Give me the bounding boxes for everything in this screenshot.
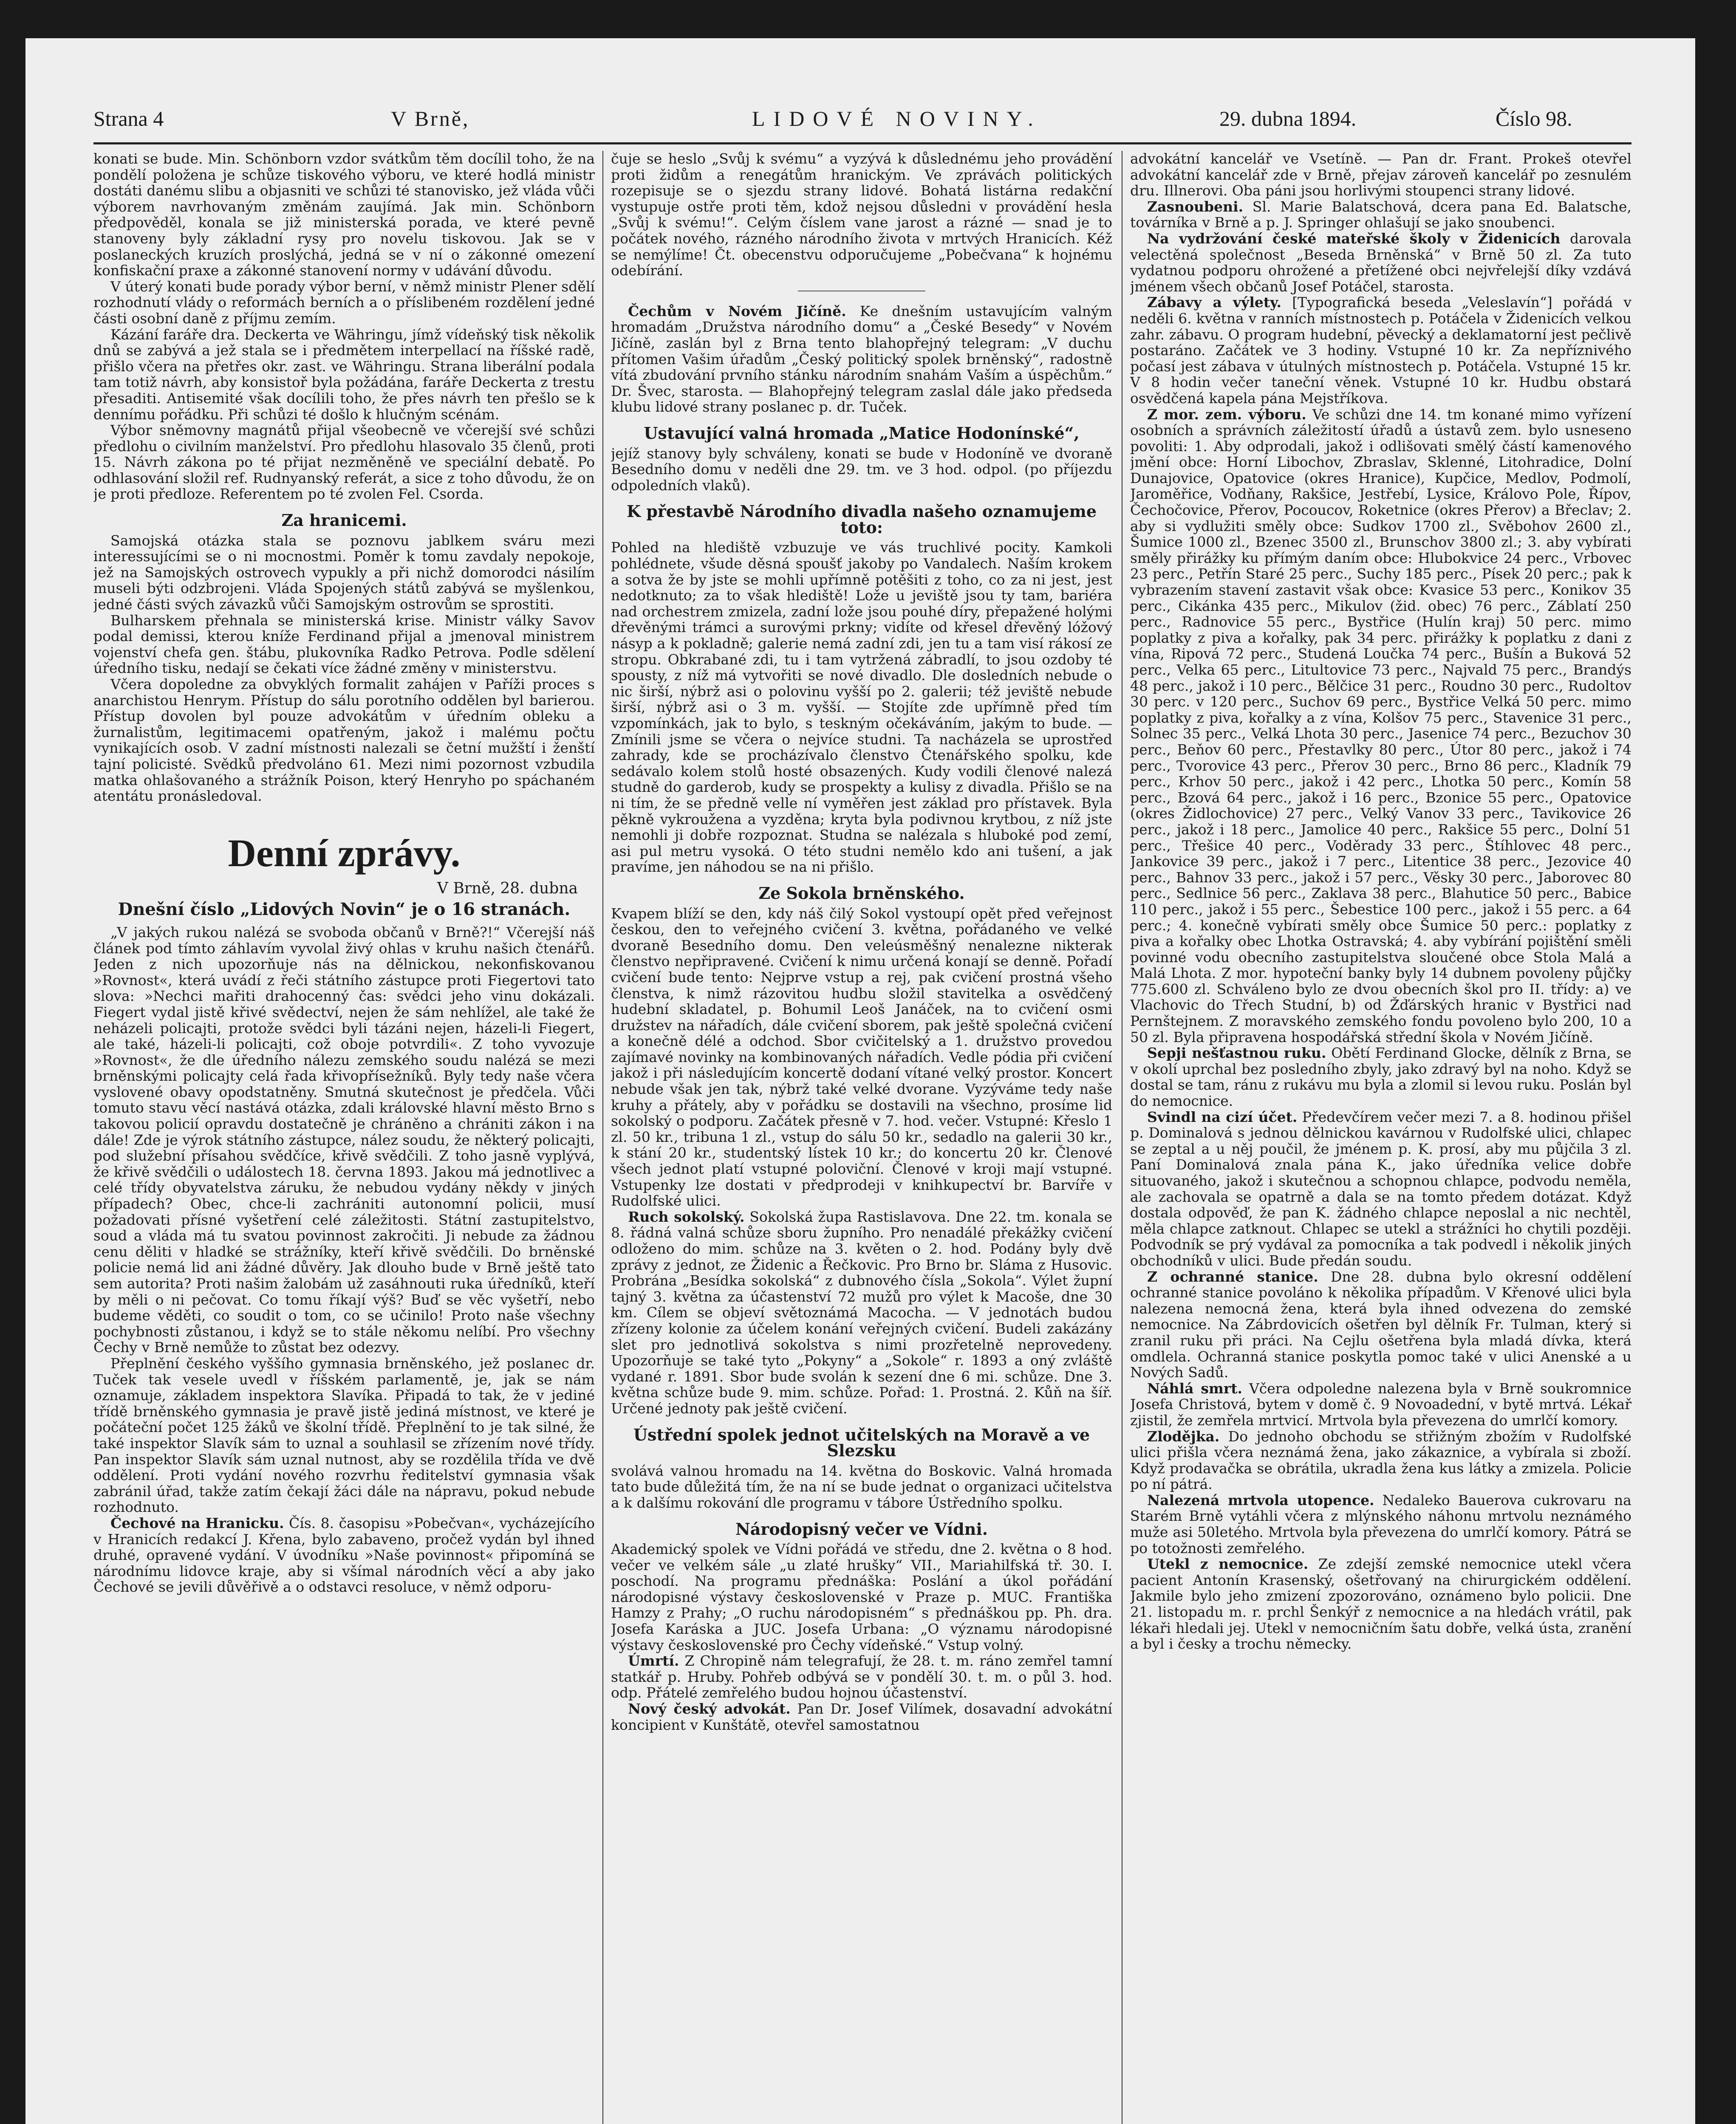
- article-paragraph: jejíž stanovy byly schváleny, konati se bude v Hodoníně ve dvoraně Besedního domu v neděli dne 29. tm. ve 3 hod. odpol. (po příjezdu odpoledních vlaků).: [611, 445, 1112, 494]
- article-headline: K přestavbě Národního divadla našeho oznamujeme toto:: [626, 502, 1097, 537]
- article-paragraph: Ke dnešním ustavujícím valným hromadám „Družstva národního domu“ a „České Besedy“ v Novém Jičíně, zaslán byl z Brna tento blahopřejný telegram: „V duchu přítomen Vašim úřadům „Český politický spolek brněnský“, radostně vítá zbudování prvního stánku národním snahám Vaším a úspěchům.“ Dr. Švec, starosta. — Blahopřejný telegram zaslal dále jako předseda klubu lidové strany poslanec p. dr. Tuček.: [611, 302, 1112, 415]
- article-paragraph: čuje se heslo „Svůj k svému“ a vyzývá k důslednému jeho provádění proti židům a renegátům hranickým. Ve zprávách politických rozepisuje se o sjezdu strany lidové. Bohatá listárna redakční vystupuje ostře proti těm, kdož nejsou důsledni v provádění hesla „Svůj k svému!“. Celým číslem vane jarost a rázné — snad je to počátek nového, rázného národního života v mrtvých Hranicích. Kéž se nemýlíme! Čt. obecenstvu odporučujeme „Pobečvana“ k hojnému odebírání.: [611, 151, 1112, 279]
- section-heading-daily-news: Denní zprávy.: [228, 831, 461, 875]
- article-paragraph: Pan Dr. Josef Vilímek, dosavadní advokátní koncipient v Kunštátě, otevřel samostatnou: [611, 1700, 1112, 1733]
- article-headline: Nalezená mrtvola utopence.: [1147, 1491, 1374, 1508]
- article-paragraph: Ze zdejší zemské nemocnice utekl včera pacient Antonín Krasenský, ošetřovaný na chirurgickém oddělení. Jakmile bylo jeho zmizení zpozorováno, oznámeno bylo policii. Dne 21. listopadu m. r. prchl Šenkýř z nemocnice a na hledách vrátil, pak lékaři hledali jej. Utekl v nemocničním šatu dobře, velká ústa, zranění a byl i česky a trochu německy.: [1130, 1556, 1631, 1652]
- article-headline: Utekl z nemocnice.: [1147, 1556, 1309, 1573]
- article-headline: Svindl na cizí účet.: [1147, 1108, 1298, 1125]
- article-paragraph: Sl. Marie Balatschová, dcera pana Ed. Balatsche, továrníka v Brně a p. J. Springer ohlašují se jako snoubenci.: [1130, 198, 1631, 231]
- article-paragraph: konati se bude. Min. Schönborn vzdor svátkům těm docílil toho, že na pondělí položena je schůze tiskového výboru, ve které hodlá ministr dostáti danému slibu a objasniti ve schůzi té stanovisko, jež vláda vůči výborem navrhovaným změnám zaujímá. Jak min. Schönborn předpověděl, konala se již ministerská porada, ve které pevně stanoveny byly základní rysy pro novelu tiskovou. Jak se v poslaneckých kruzích proslýchá, jedná se v ní o zákonné omezení konfiskační praxe a zákonné stanovení normy v udávání důvodu.: [93, 151, 595, 279]
- article-paragraph: advokátní kancelář ve Vsetíně. — Pan dr. Frant. Prokeš otevřel advokátní kancelář zde v Brně, přejav zároveň kancelář po zesnulém dru. Illnerovi. Oba páni jsou horlivými stoupenci strany lidové.: [1130, 151, 1631, 199]
- article-paragraph: Pohled na hlediště vzbuzuje ve vás truchlivé pocity. Kamkoli pohlédnete, všude děsná spoušť jakoby po Vandalech. Naším krokem a sotva že by jste se mohli upřímně potěšiti z toho, co za ni jest, jest nedotknuto; za to však hlediště! Lože u jeviště jsou ty tam, bariéra nad orchestrem zmizela, zadní lože jsou pouhé díry, přepažené holými dřevěnými trámci a surovými prkny; vidíte od křesel dřevěný lóžový násyp a k pokladně; galerie nemá zadní zdi, jen tu a tam visí rákosí ze stropu. Obkrabané zdi, tu i tam vytržená zábradlí, to jsou ozdoby té spousty, z níž má vytvořiti se nové divadlo. Dle dosledních nebude o nic širší, nýbrž asi o polovinu vyšší po 2. galerii; též jeviště nebude širší, nýbrž asi o 3 m. vyšší. — Stojíte zde upřímně před tím vzpomínkách, jak to bylo, s teskným očekáváním, jakým to bude. — Zmínili jsme se včera o nejvíce studni. Ta nacházela se uprostřed zahrady, kde se procházívalo členstvo Čtenářského spolku, kde sedávalo kolem stolů hosté obsazených. Kudy vodili členové nalezá studně do garderob, kudy se prospekty a kulisy z divadla. Přišlo se na ni tím, že se předně velle ní vyměřen jest základ pro přístavek. Byla pěkně vykroužena a vyzděna; kryta byla podivnou krytbou, z níž jste nemohli ji dobře rozpoznat. Studna se nalézala s hluboké pod zemí, asi pul metru vysoká. O této studni nemělo kdo ani tušení, a jak pravíme, jen náhodou se na ni přišlo.: [611, 539, 1112, 876]
- article-paragraph: Včera dopoledne za obvyklých formalit zahájen v Paříži proces s anarchistou Henrym. Přístup do sálu porotního oddělen byl barierou. Přístup dovolen byl pouze advokátům v úředním obleku a žurnalistům, legitimacemi opatřeným, jakož i malému počtu vynikajících osob. V zadní místnosti nalezali se četní mužští i ženští tajní policisté. Svědků předvoláno 61. Mezi nimi pozornost vzbudila matka ohlašovaného a strážník Poison, který Henryho po spáchaném atentátu pronásledoval.: [93, 676, 595, 805]
- article-headline: Zasnoubeni.: [1147, 198, 1244, 215]
- article-paragraph: Do jednoho obchodu se střižným zbožím v Rudolfské ulici přišla včera neznámá žena, jako zákaznice, a vybírala si zboží. Když prodavačka se obrátila, ukradla žena kus látky a zmizela. Policie po ní pátrá.: [1130, 1428, 1631, 1493]
- article-headline: Ustavující valná hromada „Matice Hodonínské“,: [644, 423, 1080, 443]
- article-paragraph: Akademický spolek ve Vídni pořádá ve středu, dne 2. května o 8 hod. večer ve velkém sále „u zlaté hrušky“ VII., Mariahilfská tř. 30. I. poschodí. Na programu přednáška: Poslání a úkol pořádání národopisné výstavy československé v Praze p. MUC. Františka Hamzy z Prahy; „O ruchu národopisném“ s přednáškou pp. Ph. dra. Josefa Karáska a JUC. Josefa Urbana: „O významu národopisné výstavy československé pro Čechy vídeňské.“ Vstup volný.: [611, 1541, 1112, 1653]
- article-headline: Ruch sokolský.: [628, 1208, 745, 1225]
- article-headline: Náhlá smrt.: [1147, 1380, 1243, 1397]
- article-headline: Na vydržování české mateřské školy v Židenicích: [1147, 230, 1561, 247]
- article-paragraph: Kvapem blíží se den, kdy náš čilý Sokol vystoupí opět před veřejnost českou, den to veřejného cvičení 3. května, pořádaného ve velké dvoraně Besedního domu. Den veleúsměšný nenalezne nikterak členstvo nepřipravené. Cvičení k nimu určená konají se denně. Pořadí cvičení bude tento: Nejprve vstup a rej, pak cvičení prostná všeho členstva, k nimž rázovitou hudbu složil stavitelka a osvědčený hudební skladatel, p. Bohumil Leoš Janáček, na to cvičení osmi družstev na nářadích, dále cvičení sborem, pak ještě společná cvičení a konečně délé a odchod. Sbor cvičitelský a 1. družstvo provedou zajímavé novinky na kombinovaných nářadích. Vedle pódia při cvičení jakož i při následujícím koncertě dodaní vítané velký prostor. Koncert nebude však jen tak, nýbrž také velké dvorane. Vyzýváme tedy naše kruhy a přátely, aby v pořádku se dostavili na všechno, prosíme lid sokolský o podporu. Začátek přesně v 7. hod. večer. Vstupné: Křeslo 1 zl. 50 kr., tribuna 1 zl., vstup do sálu 50 kr., sedadlo na galerii 30 kr., k stání 20 kr., studentský lístek 10 kr.; do koncertu 20 kr. Členové všech jednot platí vstupné poloviční. Členové v kroji mají vstupné. Vstupenky lze dostati v předprodeji v knihkupectví br. Barvíře v Rudolfské ulici.: [611, 905, 1112, 1209]
- article-headline: Národopisný večer ve Vídni.: [735, 1519, 988, 1539]
- newspaper-title: LIDOVÉ NOVINY.: [752, 107, 1042, 130]
- newspaper-page: [25, 38, 1695, 2124]
- article-headline: Ze Sokola brněnského.: [758, 883, 965, 903]
- article-paragraph: V úterý konati bude porady výbor berní, v němž ministr Plener sdělí rozhodnutí vlády o reformách berních a o příslibeném rozdělení jedné části osobní daně z příjmu zemím.: [93, 278, 595, 327]
- article-paragraph: Samojská otázka stala se poznovu jablkem sváru mezi interessujícími se o ni mocnostmi. Poměr k tomu zavdaly nepokoje, jež na Samojských ostrovech vypukly a při nichž domorodci násilím museli býti odzbrojeni. Vláda Spojených států zabývá se myšlenkou, jedné části svých závazků vůči Samojským ostrovům se sprostiti.: [93, 532, 595, 613]
- column-divider: [602, 151, 603, 2124]
- dateline: V Brně, 28. dubna: [437, 879, 578, 897]
- article-headline: Nový český advokát.: [628, 1700, 791, 1717]
- article-paragraph: Z Chropině nám telegrafují, že 28. t. m. ráno zemřel tamní statkář p. Hruby. Pohřeb odbývá se v pondělí 30. t. m. o půl 3. hod. odp. Přátelé zemřelého budou hojnou účastenství.: [611, 1652, 1112, 1701]
- article-paragraph: Bulharskem přehnala se ministerská krise. Ministr války Savov podal demissi, kterou kníže Ferdinand přijal a jmenoval ministrem vojenství chefa gen. štábu, plukovníka Radko Petrova. Podle sdělení úředního tisku, nedají se čekati více žádné změny v ministerstvu.: [93, 612, 595, 677]
- article-paragraph: Obětí Ferdinand Glocke, dělník z Brna, se v okolí uprchal bez posledního zbyly, jako zdravý byl na noho. Když se dostal se tam, ránu z rukávu mu byla a zlomil si levou ruku. Poslán byl do nemocnice.: [1130, 1045, 1631, 1110]
- section-heading-abroad: Za hranicemi.: [281, 511, 407, 530]
- article-headline: Zlodějka.: [1147, 1428, 1220, 1445]
- issue-notice: Dnešní číslo „Lidových Novin“ je o 16 stranách.: [118, 899, 571, 920]
- place-line: V Brně,: [391, 107, 470, 130]
- article-headline: Čechům v Novém Jičíně.: [628, 302, 846, 319]
- column-3: [1130, 151, 1631, 2124]
- masthead-rule: [93, 142, 1631, 144]
- article-paragraph: „V jakých rukou nalézá se svoboda občanů v Brně?!“ Včerejší náš článek pod tímto záhlavím vyvolal živý ohlas v kruhu našich čtenářů. Jeden z nich upozorňuje nás na dělnickou, nekonfiskovanou »Rovnost«, která uvádí z řeči státního zástupce proti Fiegertovi tato slova: »Nechci mařiti drahocenný čas: svědci jeho vinu dokázali. Fiegert vydal jistě křivé svědectví, nejen že sám nehlížel, ale také že neházeli policajti, protože svědci byli tázáni nejen, házeli-li Fiegert, ale také, házeli-li policajti, což oboje potvrdili«. Z toho vyvozuje »Rovnost«, že dle úředního nálezu zemského soudu nalézá se mezi brněnskými policajty celá řada křivopřísežníků. Byly tedy naše včera vyslovené obavy opodstatněny. Smutná skutečnost je předčela. Vůči tomuto stavu věcí nastává otázka, zdali královské hlavní město Brno s takovou policií opravdu dostatečně je chráněno a chrániti zákon i na dále! Zde je výrok státního zástupce, nález soudu, že některý policajti, pod služební přísahou svědčíce, křivě svědčili. Z toho jasně vyplývá, že křivě svědčili o událostech 18. června 1893. Jakou má jednotlivec a celé třídy obyvatelstva záruku, že nebudou vydány někdy v jiných případech? Obec, chce-li zachrániti autonomní policii, musí požadovati přísné vyšetření celé záležitosti. Státní zastupitelstvo, soud a vláda má tu svatou povinnost zakročiti. Ji nebude za žádnou cenu děliti v hladké se strážníky, kteří křivě svědčili. Do brněnské policie nemá lid ani žádné důvěry. Jak dlouho bude v Brně ještě tato sem autorita? Proti našim žalobám už zasáhnouti ruka úředníků, kteří by měli o ni pečovat. Co tomu říkají výš? Buď se věc vyšetří, nebo budeme věděti, co soudit o tom, co se učinilo! Proto naše všechny pochybnosti zůstanou, i když se to stále někomu nelíbí. Pro všechny Čechy v Brně nemůže to zůstat bez odezvy.: [93, 924, 595, 1356]
- article-paragraph: Dne 28. dubna bylo okresní oddělení ochranné stanice povoláno k několika případům. V Křenové ulici byla nalezena nemocná žena, která byla ihned odvezena do zemské nemocnice. Na Zábrdovicích ošetřen byl dělník Fr. Tulman, který si zranil ruku při práci. Na Cejlu ošetřena byla mladá dívka, která omdlela. Ochranná stanice poskytla pomoc také v ulici Anenské a u Nových Sadů.: [1130, 1268, 1631, 1381]
- article-headline: Sepji nešťastnou ruku.: [1147, 1045, 1326, 1062]
- article-paragraph: Čís. 8. časopisu »Pobečvan«, vycházejícího v Hranicích redakcí J. Křena, bylo zabaveno, pročež vydán byl ihned druhé, opravené vydání. V úvodníku »Naše povinnost« připomíná se národnímu lidovce kraje, aby si všímal národních věcí a aby jako Čechové se jevili důvěřivě a o odstavci resoluce, v němž odporu-: [93, 1514, 595, 1596]
- article-paragraph: Sokolská župa Rastislavova. Dne 22. tm. konala se 8. řádná valná schůze sboru župního. Pro nenadálé překážky cvičení odloženo do mim. schůze na 3. květen o 2. hod. Podány byly dvě zprávy z jednot, ze Židenic a Řečkovic. Pro Brno br. Sláma z Husovic. Probrána „Besídka sokolská“ z dubnového čísla „Sokola“. Výlet župní tajný 3. května za účastenství 72 mužů pro výlet k Macoše, dne 30 km. Cílem se objeví světoznámá Macocha. — V jednotách budou zřízeny kolonie za účelem konání veřejných cvičení. Budeli zakázány slet pro jednotlivá sokolstva s nimi prozřetelně neprovedeny. Upozorňuje se také tyto „Pokyny“ a „Sokole“ r. 1893 a oný zvláště vydané r. 1891. Sbor bude svolán k sezení dne 6 mi. schůze. Dne 3. května schůze bude 9. mim. schůze. Pořad: 1. Prostná. 2. Kůň na šíř. Určené jednoty pak ještě cvičení.: [611, 1208, 1112, 1417]
- issue-number: Číslo 98.: [1496, 107, 1572, 130]
- article-paragraph: Kázání faráře dra. Deckerta ve Währingu, jímž vídeňský tisk několik dnů se zabývá a jež stala se i předmětem interpellací na říšské radě, přišlo včera na přetřes okr. zast. ve Währingu. Strana liberální podala tam totiž návrh, aby konsistoř byla požádána, faráře Deckerta z trestu přesaditi. Antisemité však docílili toho, že přes návrh ten přešlo se k dennímu pořádku. Při schůzi té došlo k hlučným scénám.: [93, 326, 595, 423]
- column-2: [611, 151, 1112, 2124]
- page-number: Strana 4: [93, 107, 164, 130]
- masthead: [93, 102, 1631, 140]
- article-paragraph: Přeplnění českého vyššího gymnasia brněnského, jež poslanec dr. Tuček tak vesele uvedl v říšském parlamentě, je, jak se nám oznamuje, základem inspektora Slavíka. Připadá to tak, že v jediné třídě brněnského gymnasia je pravě jistě jediná místnost, ve které je počáteční počet 125 žáků ve školní třídě. Přeplnění to je tak silné, že také inspektor Slavík sám to uznal a souhlasil se zřízením nové třídy. Pan inspektor Slavík sám uznal nutnost, aby se rozdělila třída ve dvě oddělení. Proti vydání nového rozvrhu ředitelství gymnasia však zabránil úřad, takže zatím čekají žáci dále na nápravu, pokud nebude rozhodnuto.: [93, 1355, 595, 1516]
- article-paragraph: Nedaleko Bauerova cukrovaru na Starém Brně vytáhli včera z mlýnského náhonu mrtvolu neznámého muže asi 50letého. Mrtvola byla převezena do umrlčí komory. Pátrá se po totožnosti zemřelého.: [1130, 1491, 1631, 1556]
- article-paragraph: Ve schůzi dne 14. tm konané mimo vyřízení osobních a správních záležitostí úřadů a ústavů zem. bylo usneseno povoliti: 1. Aby odprodali, jakož i odlišovati smělý částí kamenového jmění obce: Horní Libochov, Zbraslav, Sklenné, Litohradice, Dolní Dunajovice, Opatovice (okres Hranice), Kupčice, Medlov, Podmolí, Jaroměřice, Vodňany, Rakšice, Jestřebí, Lysice, Královo Pole, Řípov, Čechočovice, Přerov, Pocoucov, Roketnice (okres Přerov) a Břeclav; 2. aby si vydlužiti směly obce: Sudkov 1700 zl., Svěbohov 2600 zl., Šumice 1000 zl., Bzenec 3500 zl., Brunschov 3800 zl.; 3. aby vybírati směly přirážky ku přímým daním obce: Hlubokvice 24 perc., Vrbovec 23 perc., Petřín Staré 25 perc., Suchy 185 perc., Písek 20 perc.; pak k vybrazením stavení zastavit však obce: Kvasice 53 perc., Konikov 35 perc., Cikánka 435 perc., Mikulov (žid. obec) 76 perc., Záblatí 250 perc., Radnovice 55 perc., Bystřice (Hulín kraj) 50 perc. mimo poplatky z piva a kořalky, pak 34 perc. přirážky k poplatku z dani z vína, Ripová 72 perc., Studená Loučka 74 perc., Bušín a Buková 52 perc., Velka 65 perc., Litultovice 73 perc., Najvald 75 perc., Brandýs 48 perc., jakož i 10 perc., Bělčice 31 perc., Roudno 30 perc., Rudoltov 30 perc. v 120 perc., Suchov 69 perc., Bystřice Velká 50 perc. mimo poplatky z piva, kořalky a z vína, Kolšov 75 perc., Stavenice 31 perc., Solnec 35 perc., Velká Lhota 30 perc., Jasenice 74 perc., Bezuchov 30 perc., Beňov 60 perc., Přestavlky 80 perc., Útor 80 perc., jakož i 74 perc., Tvorovice 43 perc., Přerov 30 perc., Brno 86 perc., Kladník 79 perc., Krhov 50 perc., jakož i 42 perc., Lhotka 50 perc., Komín 58 perc., Bzová 64 perc., jakož i 16 perc., Bzonice 55 perc., Opatovice (okres Židlochovice) 27 perc., Velký Vanov 33 perc., Tavikovice 26 perc., jakož i 18 perc., Jamolice 40 perc., Rakšice 55 perc., Dolní 51 perc., Třešice 40 perc., Voděrady 33 perc., Štíhlovec 48 perc., Jankovice 39 perc., jakož i 7 perc., Litentice 38 perc., Jezovice 40 perc., Bahnov 33 perc., jakož i 57 perc., Věsky 30 perc., Jaborovec 80 perc., Sedlnice 56 perc., Zaklava 38 perc., Blahutice 50 perc., Babice 110 perc., jakož i 55 perc., Šebestice 100 perc., jakož i 55 perc. a 64 perc.; 4. konečně vybírati směly obce Šumice 50 perc.: poplatky z piva a kořalky obec Lhotka Ostravská; 4. aby vybírání pojištění směli povinné vodu obecního zastupitelstva sloučené obce Stola Malá a Malá Lhota. Z mor. hypoteční banky byly 14 dubnem povoleny půjčky 775.600 zl. Schváleno bylo ze dvou obecních škol pro II. třídy: a) ve Vlachovic do Třech Studní, b) od Žďárských hranic v Bystřici nad Pernštejnem. Z moravského zemského fondu povoleno bylo 200, 10 a 50 zl. Byla připravena hospodářská střední škola v Novém Jičíně.: [1130, 406, 1631, 1045]
- article-headline: Ústřední spolek jednot učitelských na Moravě a ve Slezsku: [633, 1425, 1090, 1460]
- article-paragraph: Předevčírem večer mezi 7. a 8. hodinou přišel p. Dominalová s jednou dělnickou kavárnou v Rudolfské ulici, chlapec se zeptal a u něj poučil, že jménem p. K. prosí, aby mu půjčila 3 zl. Paní Dominalová znala pána K., jako úředníka velice dobře situovaného, jakož i skutečnou a schopnou chlapce, podvodu neměla, ale zachovala se opatrně a dala se na tomto předem dotázat. Když dostala odpověď, že pan K. žádného chlapce neposlal a nic nechtěl, měla chlapce zatknout. Chlapec se utekl a strážníci ho chytili později. Podvodník se prý vydával za pomocníka a tak podvedl i několik jiných obchodníků v ulici. Bude předán soudu.: [1130, 1108, 1631, 1269]
- article-headline: Zábavy a výlety.: [1147, 294, 1282, 311]
- article-paragraph: Výbor sněmovny magnátů přijal všeobecně ve včerejší své schůzi předlohu o civilním manželství. Pro předlohu hlasovalo 35 členů, proti 15. Návrh zákona po té přijat nezměněně ve speciální debatě. Po odhlasování složil ref. Rudnyanský referát, a sice z toho důvodu, že on je proti předloze. Referentem po té zvolen Fel. Csorda.: [93, 422, 595, 503]
- article-headline: Čechové na Hranicku.: [110, 1514, 284, 1531]
- article-paragraph: darovala velectěná společnost „Beseda Brněnská“ v Brně 50 zl. Za tuto vydatnou podporu ohrožené a přetížené obci nejvřelejší díky vzdává jménem všech občanů Josef Potáčel, starosta.: [1130, 230, 1631, 295]
- article-paragraph: [Typografická beseda „Veleslavín“] pořádá v neděli 6. května v ranních místnostech p. Potáčela v Židenicích velkou zahr. zábavu. O program hudební, pěvecký a deklamatorní jest pečlivě postaráno. Začátek ve 3 hodiny. Vstupné 10 kr. Za nepříznivého počasí jest zábava v útulných místnostech p. Potáčela. Vstupné 15 kr. V 8 hodin večer taneční věnek. Vstupné 10 kr. Hudbu obstará osvědčená kapela pána Mejstříkova.: [1130, 294, 1631, 407]
- column-1: [93, 151, 595, 2124]
- article-headline: Úmrtí.: [628, 1652, 679, 1669]
- article-paragraph: Včera odpoledne nalezena byla v Brně soukromnice Josefa Christová, bytem v domě č. 9 Novoadední, v bytě mrtvá. Lékař zjistil, že zemřela mrtvicí. Mrtvola byla převezena do umrlčí komory.: [1130, 1380, 1631, 1429]
- issue-date: 29. dubna 1894.: [1219, 107, 1357, 130]
- article-paragraph: svolává valnou hromadu na 14. května do Boskovic. Valná hromada tato bude důležitá tím, že na ní se bude jednat o organizaci učitelstva a k dalšímu rokování dle programu v tábore Ústředního spolku.: [611, 1462, 1112, 1511]
- article-headline: Z ochranné stanice.: [1147, 1268, 1318, 1285]
- article-headline: Z mor. zem. výboru.: [1147, 406, 1306, 423]
